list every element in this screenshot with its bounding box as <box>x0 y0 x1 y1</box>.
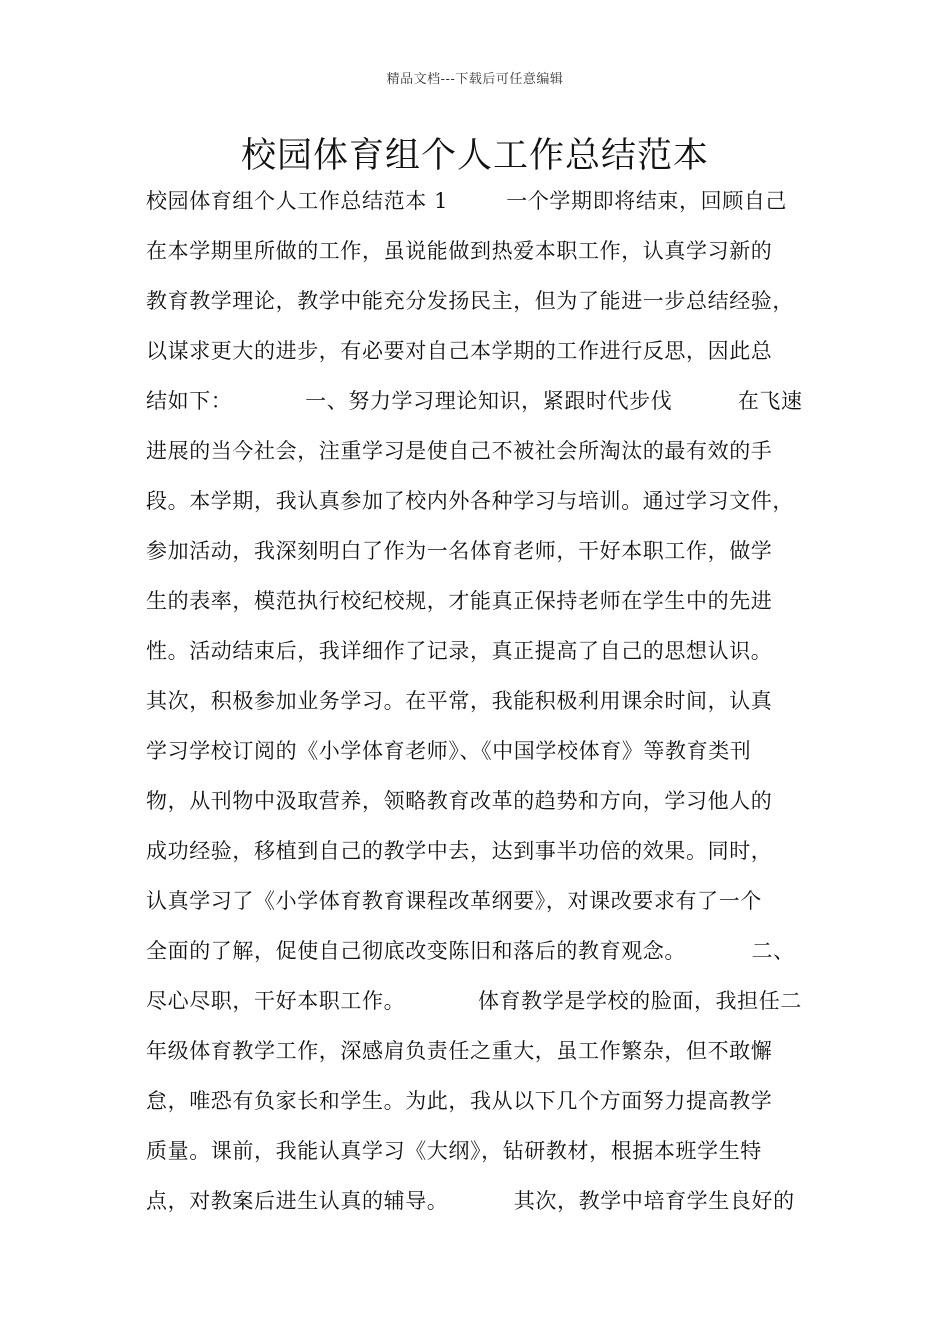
body-line: 教育教学理论，教学中能充分发扬民主，但为了能进一步总结经验， <box>146 289 794 313</box>
body-line: 生的表率，模范执行校纪校规，才能真正保持老师在学生中的先进 <box>146 589 773 613</box>
body-line: 成功经验，移植到自己的教学中去，达到事半功倍的效果。同时， <box>146 839 773 863</box>
header-note: 精品文档---下载后可任意编辑 <box>386 72 564 87</box>
body-line: 性。活动结束后，我详细作了记录，真正提高了自己的思想认识。 <box>146 639 773 663</box>
body-text <box>146 182 826 1232</box>
body-line: 校园体育组个人工作总结范本 1 一个学期即将结束，回顾自己 <box>146 189 788 213</box>
body-line: 其次，积极参加业务学习。在平常，我能积极利用课余时间，认真 <box>146 689 773 713</box>
body-line: 认真学习了《小学体育教育课程改革纲要》，对课改要求有了一个 <box>146 889 762 913</box>
document-title: 校园体育组个人工作总结范本 <box>240 136 709 176</box>
body-line: 段。本学期，我认真参加了校内外各种学习与培训。通过学习文件， <box>146 489 794 513</box>
body-line: 尽心尽职，干好本职工作。 体育教学是学校的脸面，我担任二 <box>146 989 802 1013</box>
body-line: 结如下： 一、努力学习理论知识，紧跟时代步伐 在飞速 <box>146 389 803 413</box>
body-line: 年级体育教学工作，深感肩负责任之重大，虽工作繁杂，但不敢懈 <box>146 1039 773 1063</box>
body-line: 学习学校订阅的《小学体育老师》、《中国学校体育》等教育类刊 <box>146 739 752 763</box>
body-line: 在本学期里所做的工作，虽说能做到热爱本职工作，认真学习新的 <box>146 239 773 263</box>
body-line: 点，对教案后进生认真的辅导。 其次，教学中培育学生良好的 <box>146 1189 795 1213</box>
body-line: 质量。课前，我能认真学习《大纲》，钻研教材，根据本班学生特 <box>146 1139 762 1163</box>
body-line: 参加活动，我深刻明白了作为一名体育老师，干好本职工作，做学 <box>146 539 773 563</box>
body-line: 全面的了解，促使自己彻底改变陈旧和落后的教育观念。 二、 <box>146 939 795 963</box>
body-line: 物，从刊物中汲取营养，领略教育改革的趋势和方向，学习他人的 <box>146 789 773 813</box>
body-line: 进展的当今社会，注重学习是使自己不被社会所淘汰的最有效的手 <box>146 439 773 463</box>
body-line: 怠，唯恐有负家长和学生。为此，我从以下几个方面努力提高教学 <box>146 1089 773 1113</box>
body-line: 以谋求更大的进步，有必要对自己本学期的工作进行反思，因此总 <box>146 339 773 363</box>
